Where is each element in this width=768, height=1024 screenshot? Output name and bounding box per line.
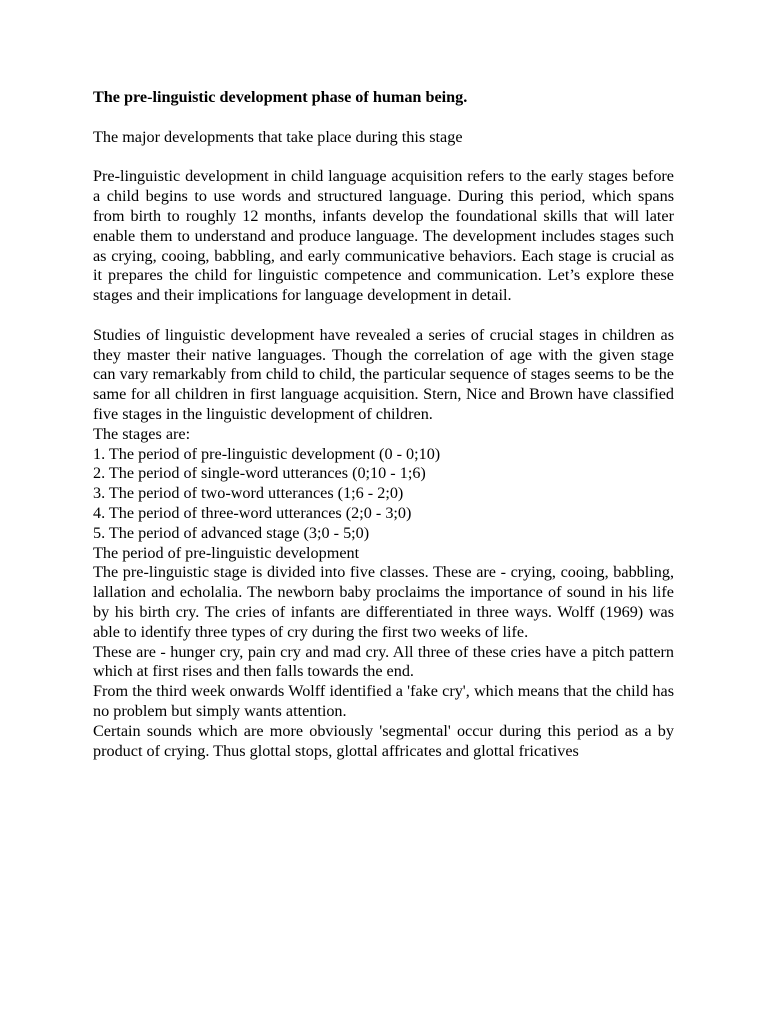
stage-item: 5. The period of advanced stage (3;0 - 5;0) <box>93 523 370 542</box>
document-page <box>93 88 674 761</box>
stages-intro: The stages are: <box>93 424 191 443</box>
document-title: The pre-linguistic development phase of human being. <box>93 88 468 106</box>
paragraph-cry-types: These are - hunger cry, pain cry and mad cry. All three of these cries have a pitch pattern which at first rises and then falls towards the end. <box>93 642 674 681</box>
paragraph-intro: Pre-linguistic development in child language acquisition refers to the early stages before a child begins to use words and structured language. During this period, which spans from birth to roughly 12 months, infants develop the foundational skills that will later enable them to understand and produce language. The development includes stages such as crying, cooing, babbling, and early communicative behaviors. Each stage is crucial as it prepares the child for linguistic competence and communication. Let’s explore these stages and their implications for language development in detail. <box>93 167 674 305</box>
document-subtitle: The major developments that take place during this stage <box>93 127 463 146</box>
paragraph-segmental-sounds: Certain sounds which are more obviously 'segmental' occur during this period as a by product of crying. Thus glottal stops, glottal affricates and glottal fricatives <box>93 721 674 760</box>
paragraph-crying-classes: The pre-linguistic stage is divided into five classes. These are - crying, cooing, babbling, lallation and echolalia. The newborn baby proclaims the importance of sound in his life by his birth cry. The cries of infants are differentiated in three ways. Wolff (1969) was able to identify three types of cry during the first two weeks of life. <box>93 563 674 641</box>
stage-item: 2. The period of single-word utterances (0;10 - 1;6) <box>93 464 426 483</box>
section-heading: The period of pre-linguistic development <box>93 543 360 562</box>
stages-list <box>93 445 674 544</box>
stage-item: 4. The period of three-word utterances (2;0 - 3;0) <box>93 503 412 522</box>
stage-item: 3. The period of two-word utterances (1;6 - 2;0) <box>93 484 404 503</box>
paragraph-stages-study: Studies of linguistic development have revealed a series of crucial stages in children as they master their native languages. Though the correlation of age with the given stage can vary remarkably from child to child, the particular sequence of stages seems to be the same for all children in first language acquisition. Stern, Nice and Brown have classified five stages in the linguistic development of children. <box>93 325 674 423</box>
paragraph-fake-cry: From the third week onwards Wolff identified a 'fake cry', which means that the child has no problem but simply wants attention. <box>93 682 674 720</box>
stage-item: 1. The period of pre-linguistic development (0 - 0;10) <box>93 444 441 463</box>
